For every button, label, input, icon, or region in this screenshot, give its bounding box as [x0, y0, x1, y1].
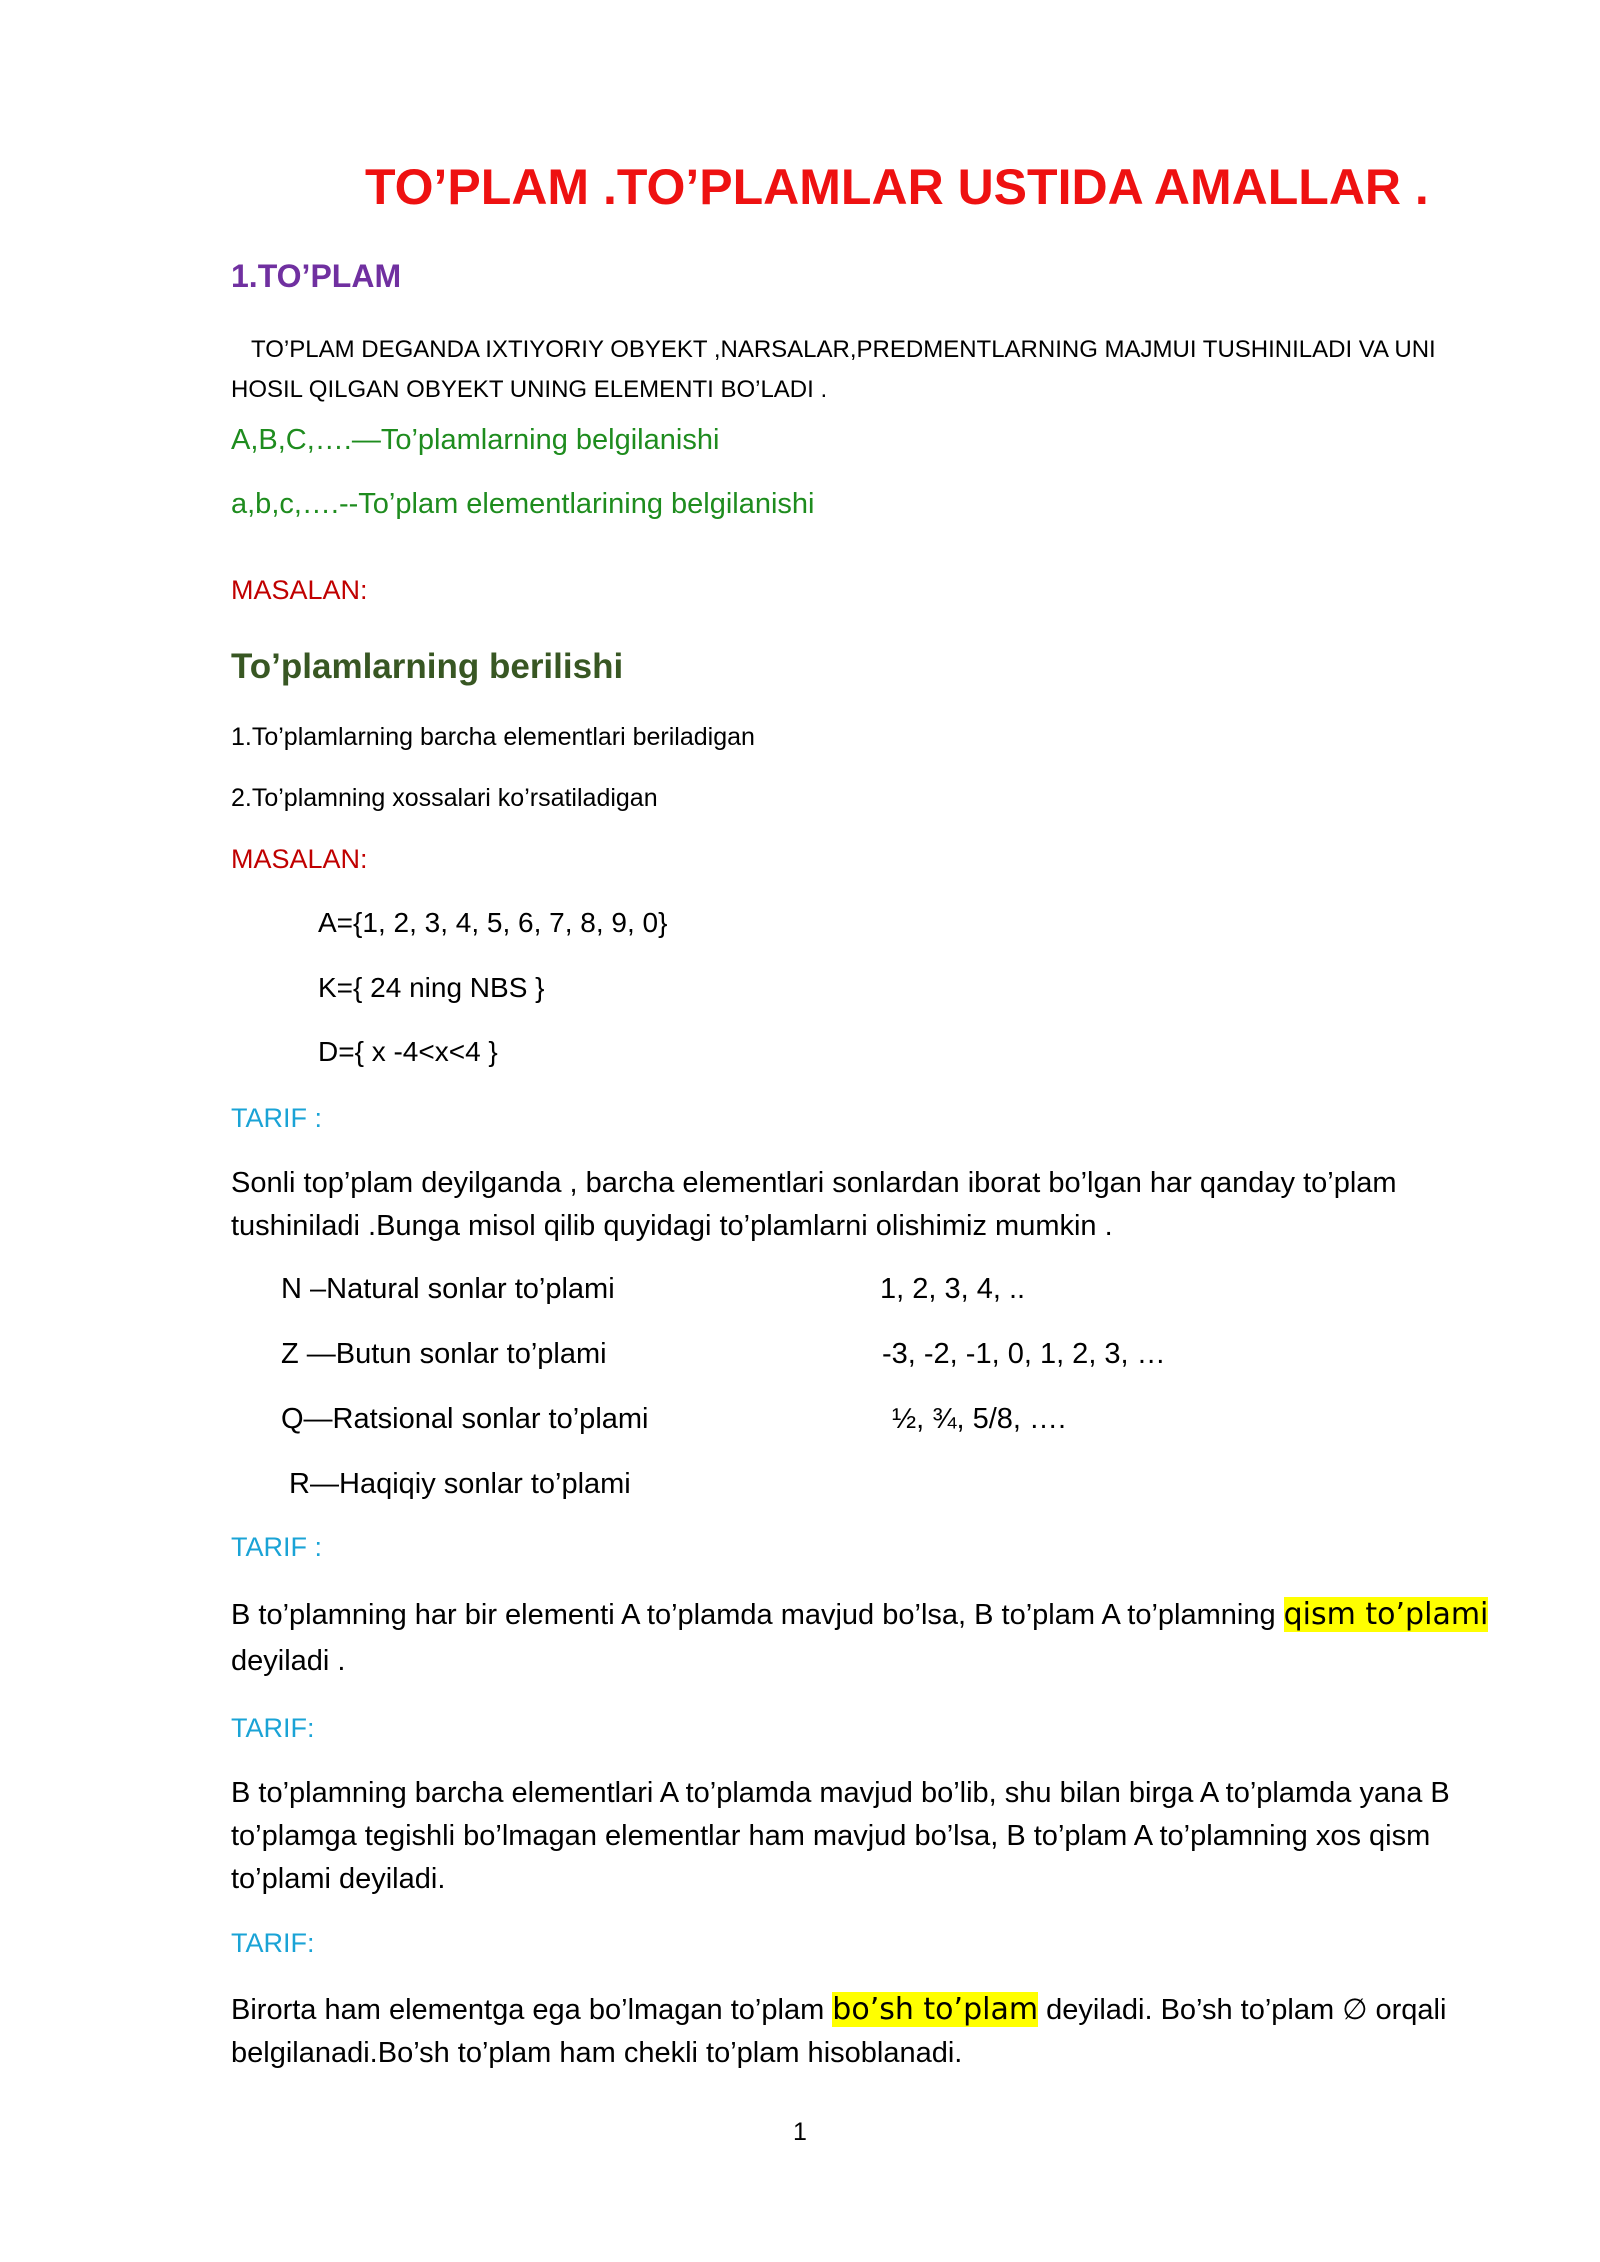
section-heading: 1.TO’PLAM	[231, 258, 402, 294]
highlighted-term: qism to’plami	[1283, 1597, 1489, 1632]
method-item: 1.To’plamlarning barcha elementlari beriladigan	[231, 723, 755, 751]
subheading: To’plamlarning berilishi	[231, 647, 624, 686]
page-number: 1	[793, 2118, 807, 2146]
tarif-text: B to’plamning har bir elementi A to’plamda mavjud bo’lsa, B to’plam A to’plamning qism to’plami deyiladi .	[231, 1597, 1489, 1677]
number-set-name: R—Haqiqiy sonlar to’plami	[281, 1468, 631, 1500]
tarif-label: TARIF:	[231, 1713, 315, 1743]
number-set-name: Q—Ratsional sonlar to’plami	[281, 1403, 649, 1435]
notation-sets: A,B,C,….—To’plamlarning belgilanishi	[231, 424, 720, 456]
set-example: K={ 24 ning NBS }	[318, 972, 545, 1003]
example-label: MASALAN:	[231, 844, 368, 874]
tarif-label: TARIF:	[231, 1928, 315, 1958]
set-example: D={ x -4<x<4 }	[318, 1036, 498, 1067]
tarif-text: Birorta ham elementga ega bo’lmagan to’plam bo’sh to’plam deyiladi. Bo’sh to’plam ∅ orqali belgilanadi.Bo’sh to’plam ham chekli to’plam hisoblanadi.	[231, 1992, 1447, 2069]
number-set-examples: ½, ¾, 5/8, ….	[892, 1403, 1067, 1435]
number-set-name: N –Natural sonlar to’plami	[281, 1273, 615, 1305]
document-title: TO’PLAM .TO’PLAMLAR USTIDA AMALLAR .	[365, 159, 1429, 215]
number-set-examples: 1, 2, 3, 4, ..	[880, 1273, 1026, 1305]
set-example: A={1, 2, 3, 4, 5, 6, 7, 8, 9, 0}	[318, 907, 668, 938]
tarif-label: TARIF :	[231, 1532, 322, 1562]
notation-elements: a,b,c,….--To’plam elementlarining belgilanishi	[231, 488, 815, 520]
method-item: 2.To’plamning xossalari ko’rsatiladigan	[231, 784, 658, 812]
tarif-text: B to’plamning barcha elementlari A to’plamda mavjud bo’lib, shu bilan birga A to’plamda yana B to’plamga tegishli bo’lmagan elementlar ham mavjud bo’lsa, B to’plam A to’plamning xos qism to’plami deyiladi.	[231, 1777, 1450, 1895]
number-set-examples: -3, -2, -1, 0, 1, 2, 3, …	[882, 1338, 1166, 1370]
definition-paragraph: TO’PLAM DEGANDA IXTIYORIY OBYEKT ,NARSALAR,PREDMENTLARNING MAJMUI TUSHINILADI VA UNI HOSIL QILGAN OBYEKT UNING ELEMENTI BO’LADI .	[231, 336, 1443, 403]
tarif-label: TARIF :	[231, 1103, 322, 1133]
highlighted-term: bo’sh to’plam	[832, 1992, 1039, 2027]
example-label: MASALAN:	[231, 575, 368, 605]
tarif-text: Sonli top’plam deyilganda , barcha elementlari sonlardan iborat bo’lgan har qanday to’plam tushiniladi .Bunga misol qilib quyidagi to’plamlarni olishimiz mumkin .	[231, 1167, 1397, 1242]
number-set-name: Z —Butun sonlar to’plami	[281, 1338, 607, 1370]
